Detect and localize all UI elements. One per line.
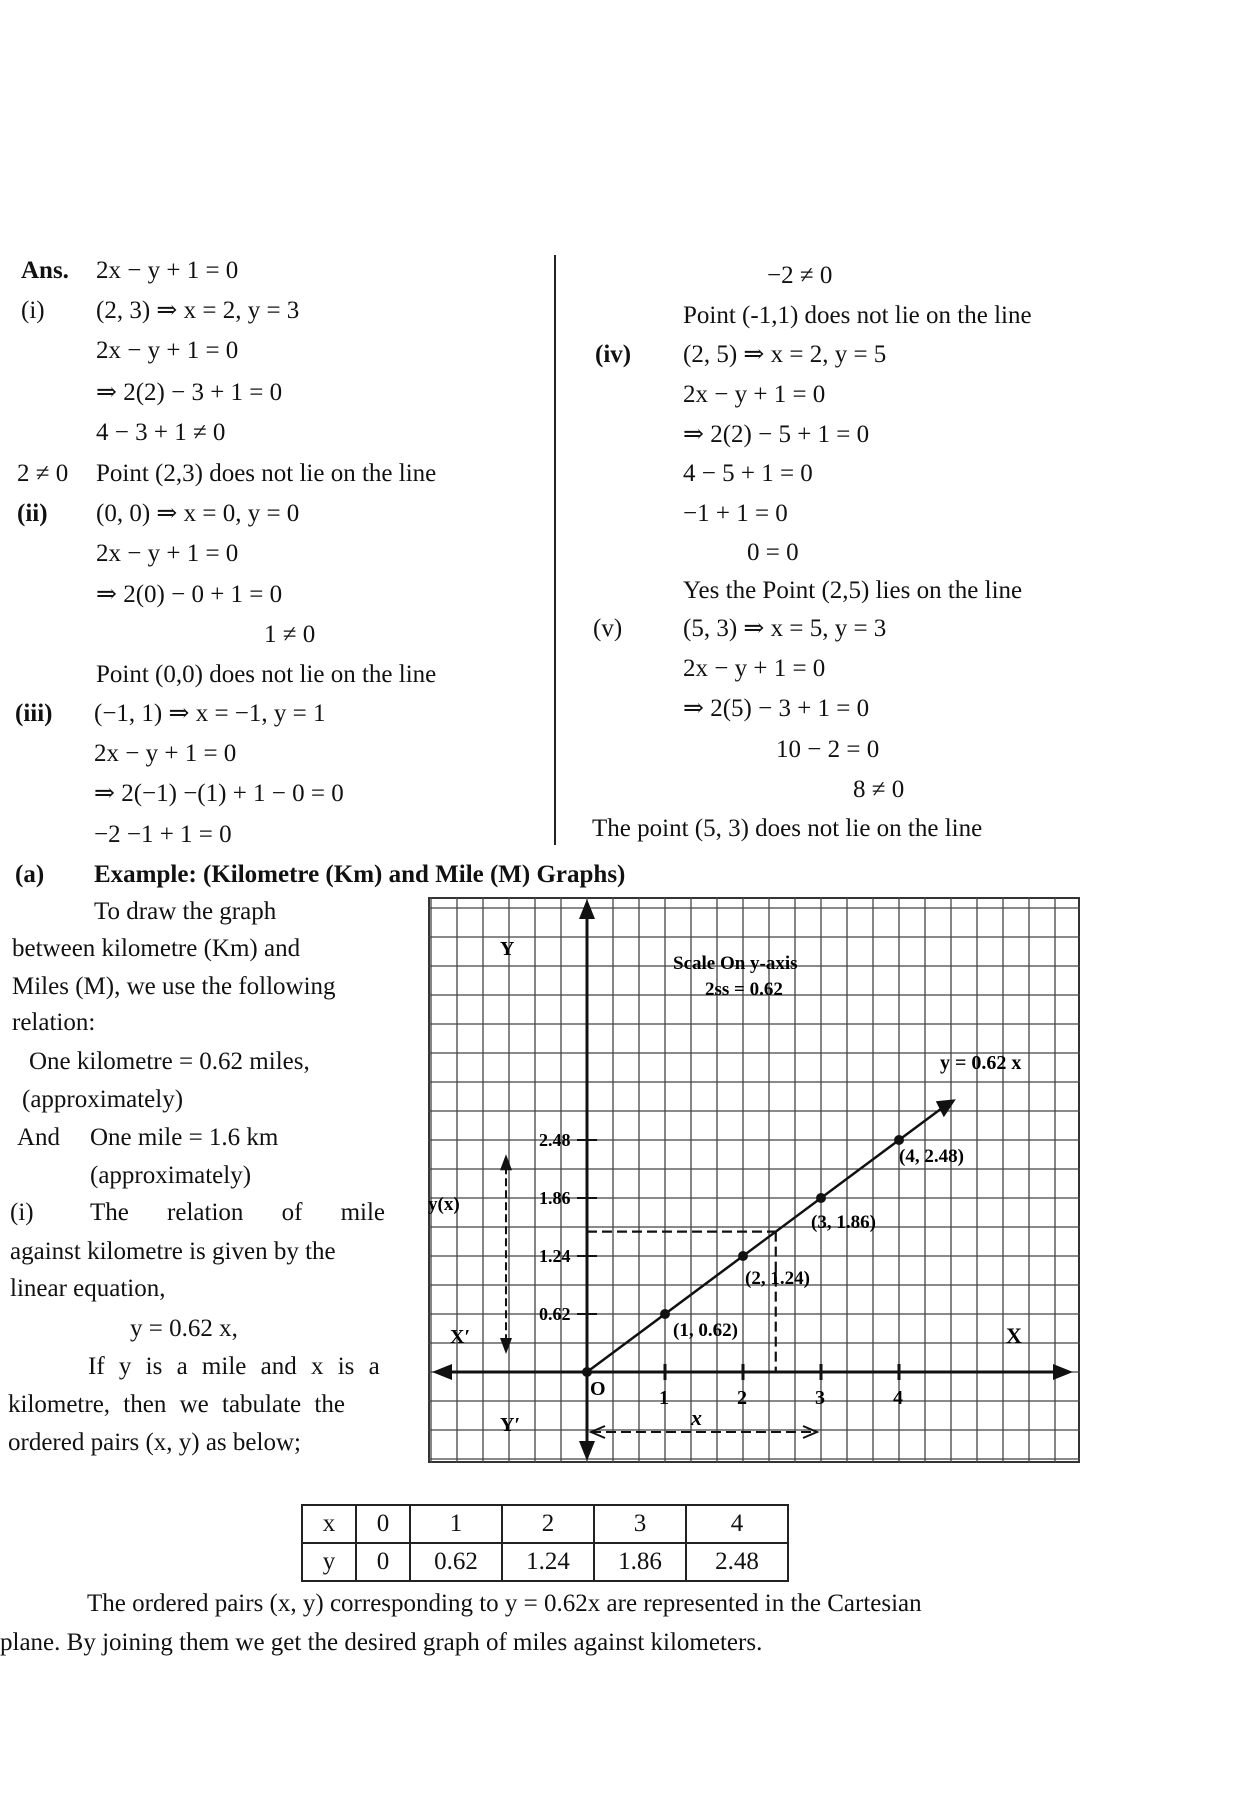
y-tick-label: 2.48	[539, 1130, 571, 1150]
y-tick-label: 1.24	[539, 1246, 571, 1266]
equation-line: −1 + 1 = 0	[683, 500, 788, 527]
equation-line: (0, 0) ⇒ x = 0, y = 0	[96, 500, 300, 527]
equation-line: 2x − y + 1 = 0	[683, 655, 826, 682]
x-tick-label: 3	[815, 1387, 825, 1409]
equation-line: ⇒ 2(0) − 0 + 1 = 0	[96, 581, 283, 608]
table-cell: 3	[594, 1505, 686, 1543]
data-point	[738, 1251, 748, 1261]
text-line: To draw the graph	[94, 898, 277, 925]
x-tick-label: 1	[659, 1387, 669, 1409]
equation-line: −2 −1 + 1 = 0	[94, 821, 232, 848]
equation-line: ⇒ 2(5) − 3 + 1 = 0	[683, 695, 870, 722]
conclusion-line: The point (5, 3) does not lie on the line	[592, 815, 983, 842]
equation-line: ⇒ 2(−1) −(1) + 1 − 0 = 0	[94, 780, 344, 807]
equation-line: 4 − 3 + 1 ≠ 0	[96, 419, 226, 446]
y-neg-axis-label: Y′	[500, 1414, 521, 1436]
text-line: And	[17, 1124, 61, 1151]
x-neg-axis-arrow-icon	[432, 1364, 452, 1380]
text-line: against kilometre is given by the	[10, 1238, 336, 1265]
equation-line: −2 ≠ 0	[767, 262, 833, 289]
text-line: between kilometre (Km) and	[12, 935, 301, 962]
table-cell: 1.86	[594, 1543, 686, 1581]
y-neg-axis-arrow-icon	[579, 1441, 595, 1461]
equation-line: 2x − y + 1 = 0	[94, 740, 237, 767]
conclusion-paragraph	[0, 1584, 1080, 1662]
y-span-arrow-icon	[500, 1154, 512, 1170]
table-cell: y	[302, 1543, 356, 1581]
x-neg-axis-label: X′	[450, 1326, 471, 1348]
text-line: The relation of mile	[90, 1199, 385, 1226]
data-point-label: (1, 0.62)	[673, 1320, 738, 1341]
table-cell: 2	[502, 1505, 594, 1543]
text-line: linear equation,	[10, 1275, 166, 1302]
table-cell: 1	[410, 1505, 502, 1543]
series-arrow-icon	[936, 1099, 956, 1117]
table-cell: 4	[686, 1505, 788, 1543]
series-line	[587, 1105, 946, 1372]
table-cell: 0	[356, 1543, 410, 1581]
text-line: y = 0.62 x,	[130, 1315, 238, 1342]
text-line: (approximately)	[90, 1162, 252, 1189]
text-line: ordered pairs (x, y) as below;	[8, 1429, 301, 1456]
table-row-x	[302, 1505, 788, 1543]
line-equation-label: y = 0.62 x	[940, 1052, 1022, 1074]
equation-line: 1 ≠ 0	[264, 621, 316, 648]
text-line: kilometre, then we tabulate the	[8, 1391, 345, 1418]
part-label: (i)	[21, 297, 45, 324]
equation-line: 10 − 2 = 0	[776, 736, 880, 763]
text-line: Miles (M), we use the following	[12, 973, 336, 1000]
equation-line: 2x − y + 1 = 0	[96, 337, 239, 364]
equation-line: 8 ≠ 0	[853, 776, 905, 803]
y-axis-label: Y	[500, 938, 515, 960]
data-point	[816, 1193, 826, 1203]
table-cell: 2.48	[686, 1543, 788, 1581]
part-label: (iii)	[15, 700, 53, 727]
equation-line: 2x − y + 1 = 0	[96, 540, 239, 567]
conclusion-line: Point (2,3) does not lie on the line	[96, 460, 437, 487]
scale-note-line2: 2ss = 0.62	[705, 979, 783, 1000]
column-divider	[554, 255, 556, 845]
y-span-arrow-icon	[500, 1338, 512, 1354]
conclusion-line: Point (-1,1) does not lie on the line	[683, 302, 1032, 329]
table-cell: 0.62	[410, 1543, 502, 1581]
table-cell: x	[302, 1505, 356, 1543]
example-heading: Example: (Kilometre (Km) and Mile (M) Graphs)	[94, 861, 626, 888]
part-label: (v)	[593, 615, 623, 642]
equation-line: 0 = 0	[747, 539, 799, 566]
text-line: If y is a mile and x is a	[88, 1353, 380, 1380]
x-span-label: x	[691, 1405, 702, 1430]
x-axis-arrow-icon	[1053, 1364, 1073, 1380]
equation-line: 2x − y + 1 = 0	[683, 381, 826, 408]
text-line: relation:	[12, 1009, 96, 1036]
equation-line: (2, 5) ⇒ x = 2, y = 5	[683, 341, 887, 368]
equation-line: (2, 3) ⇒ x = 2, y = 3	[96, 297, 300, 324]
equation-line: 2x − y + 1 = 0	[96, 257, 239, 284]
equation-line: ⇒ 2(2) − 3 + 1 = 0	[96, 379, 283, 406]
x-axis-label: X	[1006, 1323, 1022, 1348]
conclusion-line: Point (0,0) does not lie on the line	[96, 661, 437, 688]
y-tick-label: 1.86	[539, 1188, 571, 1208]
paragraph-line: The ordered pairs (x, y) corresponding to y = 0.62x are represented in the Cartesian	[87, 1590, 922, 1617]
data-point-label: (4, 2.48)	[899, 1146, 964, 1167]
x-tick-label: 4	[893, 1387, 903, 1409]
data-point	[894, 1135, 904, 1145]
table-cell: 1.24	[502, 1543, 594, 1581]
ordered-pairs-table	[301, 1504, 789, 1582]
text-line: One kilometre = 0.62 miles,	[29, 1048, 310, 1075]
part-label: (ii)	[17, 500, 48, 527]
y-tick-label: 0.62	[539, 1304, 571, 1324]
data-point-label: (3, 1.86)	[811, 1212, 876, 1233]
data-point	[582, 1367, 592, 1377]
equation-line: ⇒ 2(2) − 5 + 1 = 0	[683, 421, 870, 448]
equation-line: (5, 3) ⇒ x = 5, y = 3	[683, 615, 887, 642]
result-label: 2 ≠ 0	[17, 460, 69, 487]
data-point-label: (2, 1.24)	[745, 1268, 810, 1289]
part-label: (iv)	[595, 341, 632, 368]
paragraph-line: plane. By joining them we get the desired graph of miles against kilometers.	[0, 1629, 763, 1656]
example-label: (a)	[15, 861, 45, 888]
x-tick-label: 2	[737, 1387, 747, 1409]
equation-line: 4 − 5 + 1 = 0	[683, 460, 813, 487]
table-cell: 0	[356, 1505, 410, 1543]
origin-label: O	[590, 1378, 606, 1400]
km-mile-graph	[428, 897, 1080, 1463]
y-span-label: y(x)	[428, 1194, 460, 1215]
answer-label: Ans.	[21, 257, 69, 284]
text-line: One mile = 1.6 km	[90, 1124, 279, 1151]
conclusion-line: Yes the Point (2,5) lies on the line	[683, 577, 1023, 604]
text-line: (i)	[10, 1199, 34, 1226]
data-point	[660, 1309, 670, 1319]
y-axis-arrow-icon	[579, 899, 595, 919]
text-line: (approximately)	[22, 1086, 184, 1113]
equation-line: (−1, 1) ⇒ x = −1, y = 1	[94, 700, 326, 727]
scale-note-line1: Scale On y-axis	[673, 953, 798, 974]
table-row-y	[302, 1543, 788, 1581]
